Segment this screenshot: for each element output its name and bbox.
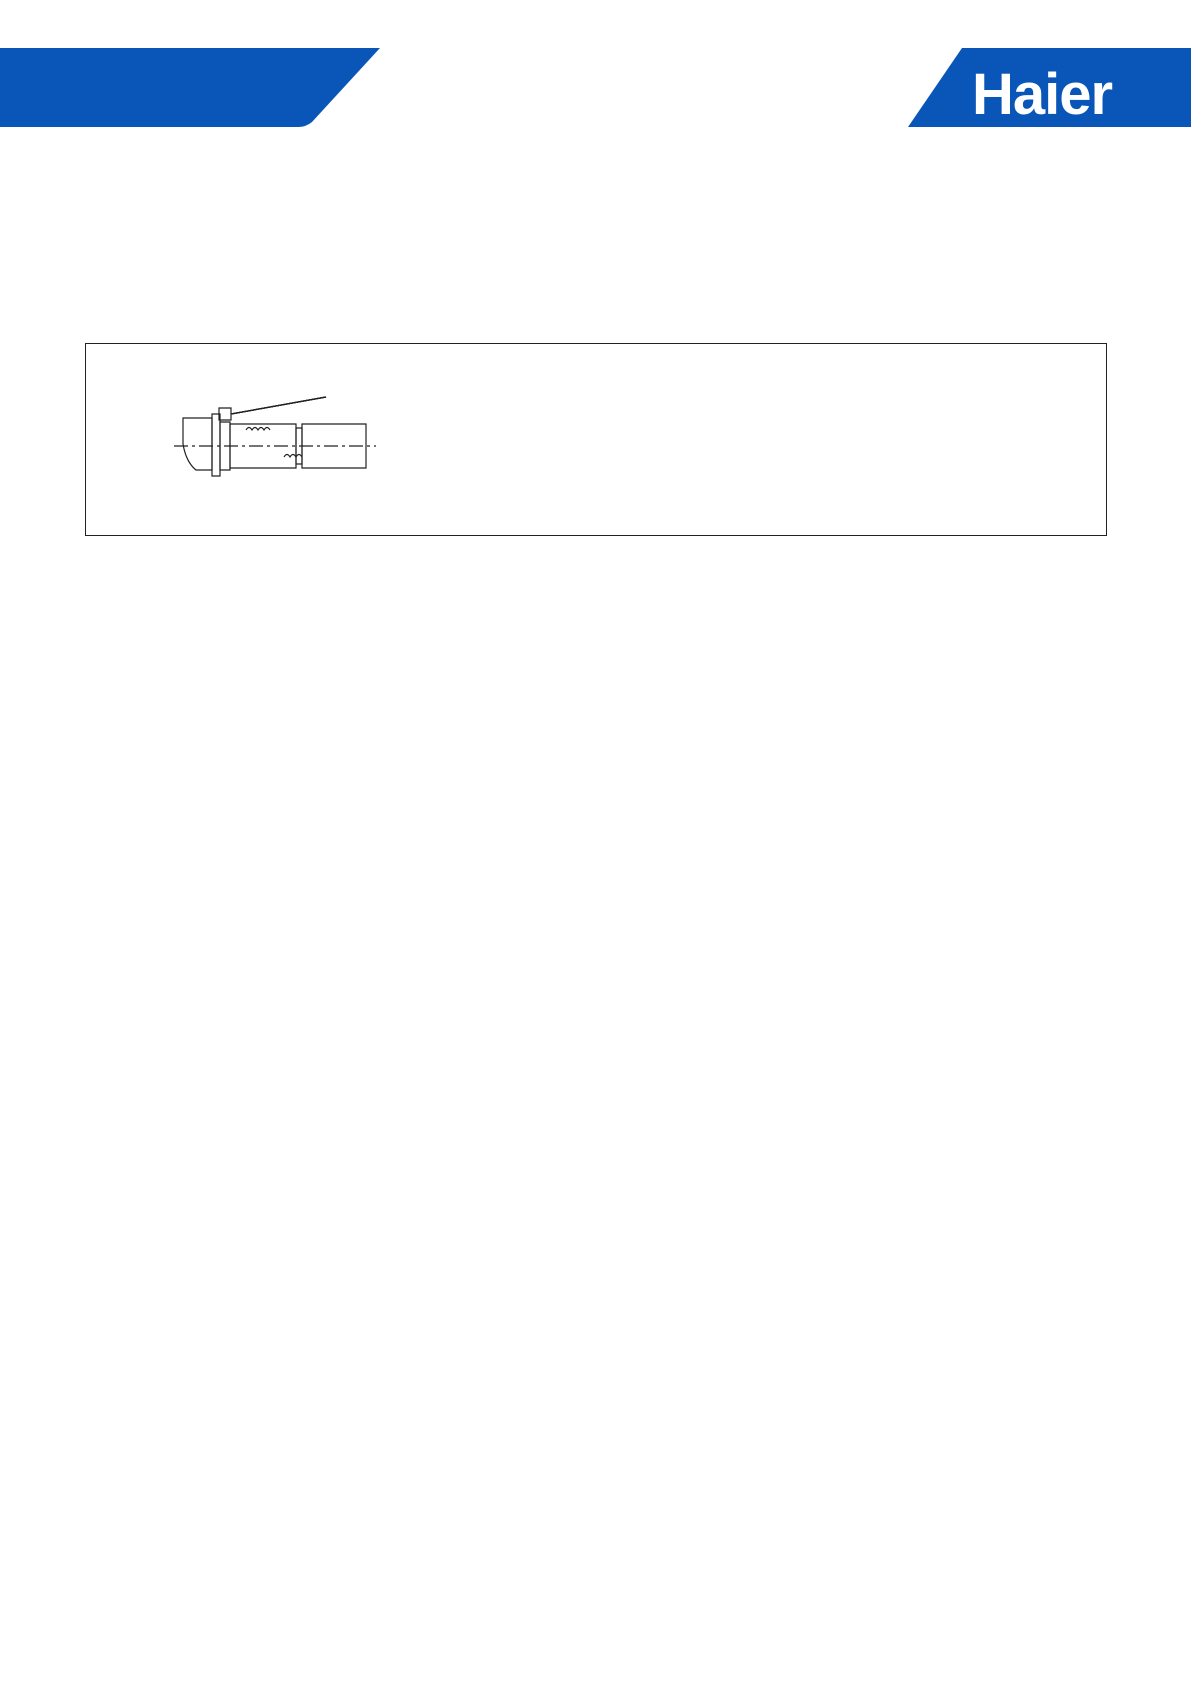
figure-box-pipe-connection [85, 343, 1107, 536]
brand-logo: Haier [972, 62, 1113, 127]
pipe-clamp-diagram [86, 344, 1106, 535]
